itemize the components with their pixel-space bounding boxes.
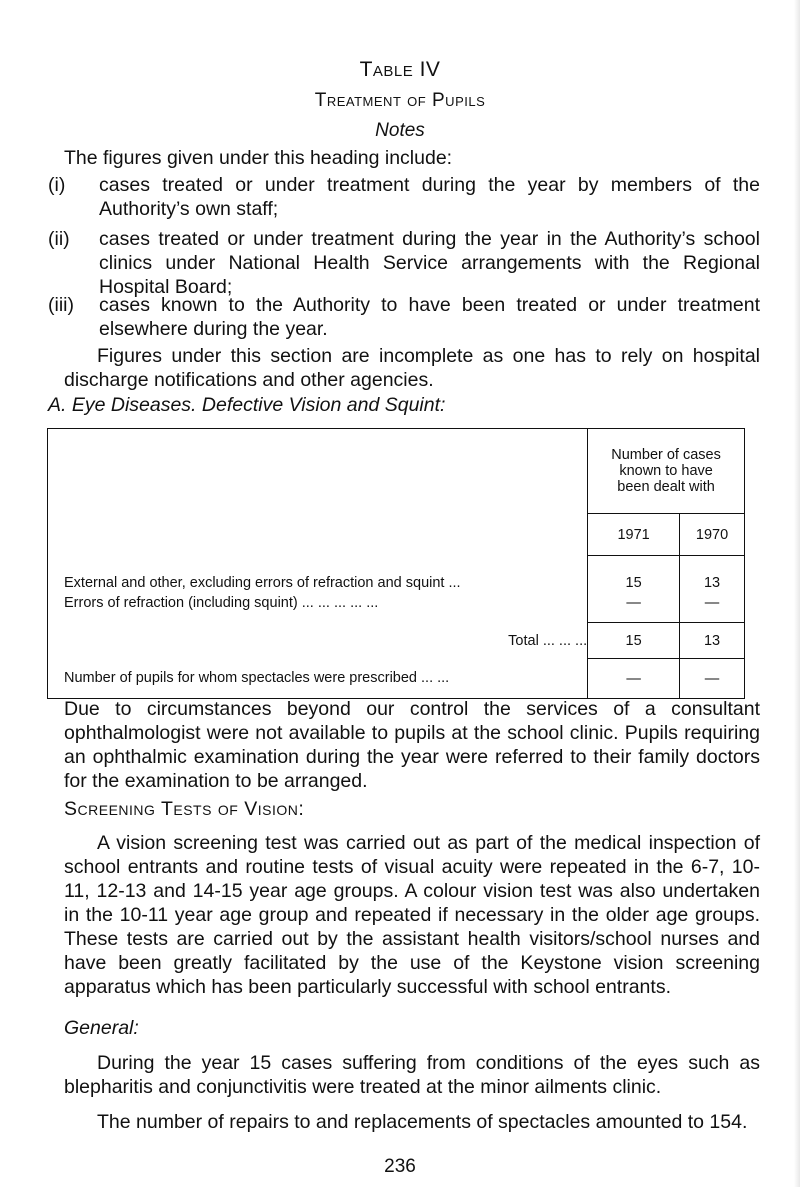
cell-1971-rows [588,556,680,623]
note-item-1 [48,173,760,221]
total-label-text: Total ... ... ... [508,632,588,649]
incomplete-note: Figures under this section are incomplete as one has to rely on hospital discharge notifications and other agencies. [64,345,760,391]
value-external-1970: 13 [703,575,721,591]
value-refraction-1971: — [626,595,641,611]
year-header-1970: 1970 [680,514,745,556]
cell-1970-rows [680,556,745,623]
note-item-text: cases treated or under treatment during the year in the Authority’s school clinics under National Health Service arrangements with the Regional Hospital Board; [99,228,760,298]
row-label-refraction: Errors of refraction (including squint) ... ... ... ... ... [64,595,379,611]
spectacles-label: Number of pupils for whom spectacles were prescribed ... ... [64,670,450,687]
total-1971: 15 [588,623,680,659]
note-item-3 [48,293,760,341]
value-external-1971: 15 [625,575,642,591]
table-row-labels [48,556,588,623]
table-title: Table IV [359,58,441,81]
general-paragraph-1: During the year 15 cases suffering from conditions of the eyes such as blepharitis and conjunctivitis were treated at the minor ailments clinic. [64,1052,760,1098]
note-item-number: (ii) [48,228,70,250]
notes-heading: Notes [375,120,425,141]
note-item-number: (iii) [48,294,74,316]
general-heading: General: [64,1017,139,1039]
spectacles-1970: — [680,659,745,699]
note-item-2 [48,227,760,299]
section-a-heading: A. Eye Diseases. Defective Vision and Squint: [48,394,446,416]
value-refraction-1970: — [704,595,720,611]
note-item-text: cases known to the Authority to have been treated or under treatment elsewhere during the year. [99,294,760,340]
row-label-external: External and other, excluding errors of refraction and squint ... [64,575,461,591]
spectacles-1971: — [588,659,680,699]
eye-diseases-table [47,428,745,699]
screening-heading: Screening Tests of Vision: [64,798,305,820]
total-label [48,623,588,659]
consultant-paragraph: Due to circumstances beyond our control the services of a consultant ophthalmologist were not available to pupils at the school clinic. Pupils requiring an ophthalmic examination during the year were referred to their family doctors for the examination to be arranged. [64,698,760,792]
page-number: 236 [384,1156,416,1177]
scan-edge-shadow [794,0,800,1187]
section-subtitle: Treatment of Pupils [314,90,486,111]
screening-paragraph: A vision screening test was carried out as part of the medical inspection of school entrants and routine tests of visual acuity were repeated in the 6-7, 10-11, 12-13 and 14-15 year age groups. A colour vision test was also undertaken in the 10-11 year age group and repeated if necessary in the older age groups. These tests are carried out by the assistant health visitors/school nurses and have been greatly facilitated by the use of the Keystone vision screening apparatus which has been particularly successful with school entrants. [64,832,760,998]
total-1970: 13 [680,623,745,659]
year-header-1971: 1971 [588,514,680,556]
general-paragraph-2: The number of repairs to and replacements of spectacles amounted to 154. [97,1111,748,1133]
intro-text: The figures given under this heading include: [64,147,453,169]
note-item-text: cases treated or under treatment during the year by members of the Authority’s own staff; [99,174,760,220]
note-item-number: (i) [48,174,66,196]
table-header-cases: Number of cases known to have been dealt with [588,429,745,514]
